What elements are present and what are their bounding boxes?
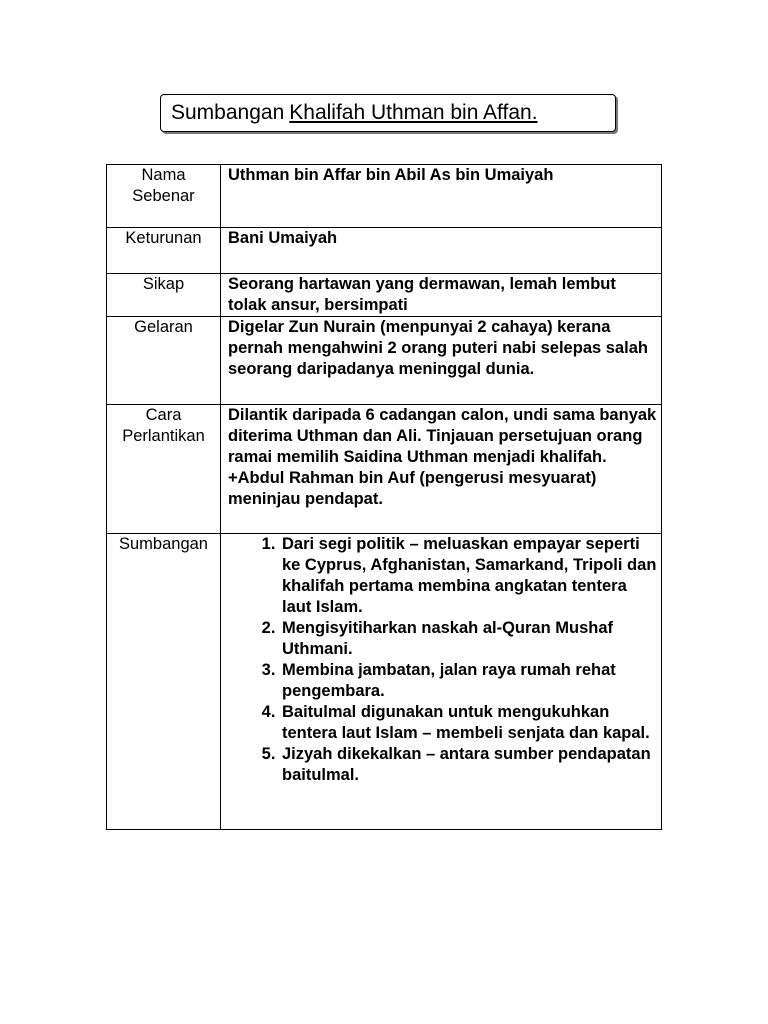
row-nama-sebenar	[107, 165, 662, 228]
list-item: 4. Baitulmal digunakan untuk mengukuhkan tentera laut Islam – membeli senjata dan kapal.	[280, 702, 657, 744]
list-item: 5. Jizyah dikekalkan – antara sumber pendapatan baitulmal.	[280, 744, 657, 786]
row-label: Sikap	[107, 274, 221, 317]
row-keturunan	[107, 228, 662, 274]
page-title	[160, 94, 616, 132]
row-cara-perlantikan	[107, 405, 662, 534]
row-value	[221, 534, 662, 830]
contribution-list	[228, 534, 657, 786]
row-label: Nama Sebenar	[107, 165, 221, 228]
info-table	[106, 164, 662, 830]
row-sumbangan	[107, 534, 662, 830]
title-prefix: Sumbangan	[171, 101, 285, 124]
title-underlined: Khalifah Uthman bin Affan.	[289, 101, 538, 124]
row-label: Keturunan	[107, 228, 221, 274]
list-item: 2. Mengisyitiharkan naskah al-Quran Mushaf Uthmani.	[280, 618, 657, 660]
row-label: Sumbangan	[107, 534, 221, 830]
row-value: Dilantik daripada 6 cadangan calon, undi sama banyak diterima Uthman dan Ali. Tinjauan persetujuan orang ramai memilih Saidina Uthman menjadi khalifah. +Abdul Rahman bin Auf (pengerusi mesyuarat) meninjau pendapat.	[221, 405, 662, 534]
row-value: Uthman bin Affar bin Abil As bin Umaiyah	[221, 165, 662, 228]
list-item: 1. Dari segi politik – meluaskan empayar seperti ke Cyprus, Afghanistan, Samarkand, Tripoli dan khalifah pertama membina angkatan tentera laut Islam.	[280, 534, 657, 618]
row-gelaran	[107, 317, 662, 405]
row-sikap	[107, 274, 662, 317]
row-value: Bani Umaiyah	[221, 228, 662, 274]
list-item: 3. Membina jambatan, jalan raya rumah rehat pengembara.	[280, 660, 657, 702]
row-value: Seorang hartawan yang dermawan, lemah lembut tolak ansur, bersimpati	[221, 274, 662, 317]
row-label: Cara Perlantikan	[107, 405, 221, 534]
row-label: Gelaran	[107, 317, 221, 405]
row-value: Digelar Zun Nurain (menpunyai 2 cahaya) kerana pernah mengahwini 2 orang puteri nabi selepas salah seorang daripadanya meninggal dunia.	[221, 317, 662, 405]
